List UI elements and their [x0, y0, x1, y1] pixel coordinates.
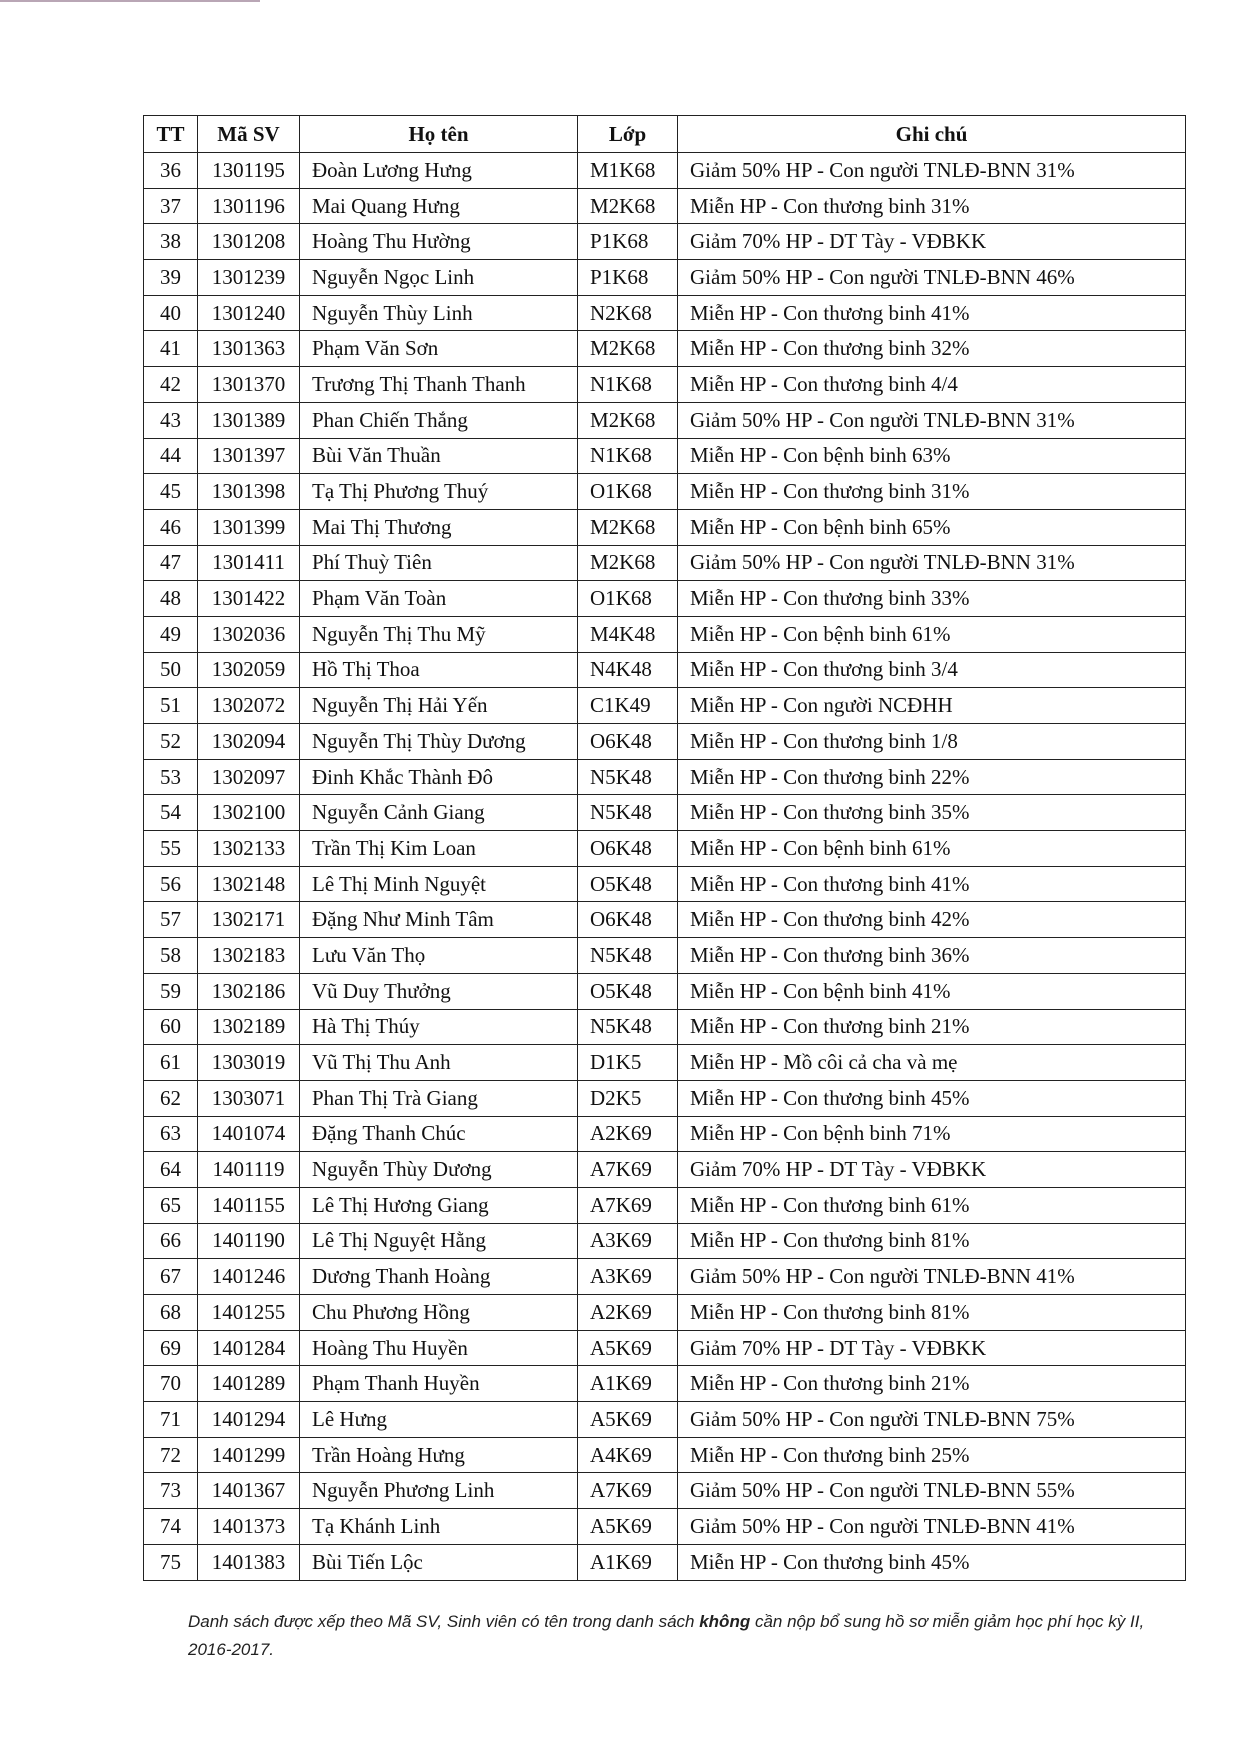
table-row	[144, 1259, 1186, 1295]
cell-ho-ten: Phí Thuỳ Tiên	[300, 545, 578, 581]
cell-ma-sv: 1401383	[198, 1544, 300, 1580]
cell-lop: A1K69	[578, 1366, 678, 1402]
cell-ma-sv: 1401373	[198, 1509, 300, 1545]
cell-ho-ten: Đinh Khắc Thành Đô	[300, 759, 578, 795]
table-row	[144, 1295, 1186, 1331]
cell-ma-sv: 1301389	[198, 402, 300, 438]
cell-ho-ten: Bùi Tiến Lộc	[300, 1544, 578, 1580]
cell-ho-ten: Nguyễn Thùy Dương	[300, 1152, 578, 1188]
cell-tt: 55	[144, 831, 198, 867]
cell-lop: M2K68	[578, 402, 678, 438]
cell-ma-sv: 1401299	[198, 1437, 300, 1473]
cell-tt: 60	[144, 1009, 198, 1045]
cell-tt: 67	[144, 1259, 198, 1295]
cell-lop: A5K69	[578, 1330, 678, 1366]
cell-lop: A7K69	[578, 1187, 678, 1223]
cell-lop: O6K48	[578, 902, 678, 938]
table-row	[144, 1544, 1186, 1580]
cell-tt: 68	[144, 1295, 198, 1331]
cell-ma-sv: 1301411	[198, 545, 300, 581]
cell-ho-ten: Trần Hoàng Hưng	[300, 1437, 578, 1473]
cell-tt: 44	[144, 438, 198, 474]
cell-ma-sv: 1301240	[198, 295, 300, 331]
cell-lop: P1K68	[578, 260, 678, 296]
cell-ho-ten: Lê Hưng	[300, 1402, 578, 1438]
cell-ghi-chu: Miễn HP - Con bệnh binh 65%	[678, 509, 1186, 545]
cell-ghi-chu: Miễn HP - Con thương binh 61%	[678, 1187, 1186, 1223]
cell-ghi-chu: Miễn HP - Con thương binh 33%	[678, 581, 1186, 617]
cell-tt: 59	[144, 973, 198, 1009]
cell-ma-sv: 1303019	[198, 1045, 300, 1081]
cell-ma-sv: 1302148	[198, 866, 300, 902]
cell-tt: 47	[144, 545, 198, 581]
cell-ghi-chu: Giảm 50% HP - Con người TNLĐ-BNN 41%	[678, 1259, 1186, 1295]
cell-ghi-chu: Miễn HP - Con thương binh 81%	[678, 1223, 1186, 1259]
cell-ma-sv: 1302186	[198, 973, 300, 1009]
cell-lop: A5K69	[578, 1509, 678, 1545]
cell-lop: O1K68	[578, 581, 678, 617]
cell-ghi-chu: Miễn HP - Con thương binh 81%	[678, 1295, 1186, 1331]
table-header-row	[144, 116, 1186, 153]
cell-ma-sv: 1302097	[198, 759, 300, 795]
cell-tt: 66	[144, 1223, 198, 1259]
cell-tt: 65	[144, 1187, 198, 1223]
footnote-text-end: cần nộp bổ sung hồ sơ miễn giảm học phí học kỳ II, 2016-2017.	[188, 1612, 1145, 1659]
cell-ho-ten: Đặng Như Minh Tâm	[300, 902, 578, 938]
cell-lop: O5K48	[578, 866, 678, 902]
cell-tt: 43	[144, 402, 198, 438]
table-row	[144, 1437, 1186, 1473]
cell-ma-sv: 1401255	[198, 1295, 300, 1331]
cell-ho-ten: Phan Thị Trà Giang	[300, 1080, 578, 1116]
table-row	[144, 1045, 1186, 1081]
cell-ho-ten: Phạm Thanh Huyền	[300, 1366, 578, 1402]
table-body	[144, 153, 1186, 1581]
cell-ho-ten: Hà Thị Thúy	[300, 1009, 578, 1045]
cell-lop: N2K68	[578, 295, 678, 331]
table-row	[144, 1187, 1186, 1223]
cell-ghi-chu: Giảm 50% HP - Con người TNLĐ-BNN 46%	[678, 260, 1186, 296]
cell-ho-ten: Bùi Văn Thuần	[300, 438, 578, 474]
cell-ghi-chu: Giảm 50% HP - Con người TNLĐ-BNN 31%	[678, 402, 1186, 438]
cell-tt: 54	[144, 795, 198, 831]
scan-edge-mark	[0, 0, 260, 2]
cell-ghi-chu: Miễn HP - Con thương binh 31%	[678, 188, 1186, 224]
cell-tt: 70	[144, 1366, 198, 1402]
cell-ho-ten: Tạ Thị Phương Thuý	[300, 474, 578, 510]
cell-ma-sv: 1301195	[198, 153, 300, 189]
table-row	[144, 795, 1186, 831]
cell-ma-sv: 1401155	[198, 1187, 300, 1223]
cell-tt: 53	[144, 759, 198, 795]
header-ho-ten: Họ tên	[300, 116, 578, 153]
cell-ma-sv: 1302036	[198, 616, 300, 652]
cell-ghi-chu: Miễn HP - Con thương binh 32%	[678, 331, 1186, 367]
cell-tt: 48	[144, 581, 198, 617]
cell-tt: 46	[144, 509, 198, 545]
table-row	[144, 902, 1186, 938]
cell-tt: 69	[144, 1330, 198, 1366]
table-row	[144, 545, 1186, 581]
cell-ma-sv: 1401284	[198, 1330, 300, 1366]
cell-lop: A2K69	[578, 1295, 678, 1331]
cell-ghi-chu: Miễn HP - Con thương binh 41%	[678, 866, 1186, 902]
cell-ma-sv: 1303071	[198, 1080, 300, 1116]
cell-ho-ten: Hồ Thị Thoa	[300, 652, 578, 688]
cell-ma-sv: 1302171	[198, 902, 300, 938]
cell-ma-sv: 1302100	[198, 795, 300, 831]
cell-ghi-chu: Miễn HP - Con bệnh binh 63%	[678, 438, 1186, 474]
cell-ho-ten: Mai Thị Thương	[300, 509, 578, 545]
cell-ho-ten: Chu Phương Hồng	[300, 1295, 578, 1331]
cell-ghi-chu: Miễn HP - Con thương binh 1/8	[678, 724, 1186, 760]
cell-ghi-chu: Miễn HP - Con thương binh 45%	[678, 1544, 1186, 1580]
cell-ghi-chu: Miễn HP - Con thương binh 31%	[678, 474, 1186, 510]
cell-ma-sv: 1301196	[198, 188, 300, 224]
cell-lop: N5K48	[578, 795, 678, 831]
table-row	[144, 831, 1186, 867]
cell-ghi-chu: Giảm 50% HP - Con người TNLĐ-BNN 31%	[678, 545, 1186, 581]
cell-lop: A2K69	[578, 1116, 678, 1152]
cell-lop: O6K48	[578, 831, 678, 867]
cell-ghi-chu: Miễn HP - Con thương binh 41%	[678, 295, 1186, 331]
student-table	[143, 115, 1186, 1581]
cell-ghi-chu: Miễn HP - Con thương binh 45%	[678, 1080, 1186, 1116]
cell-lop: C1K49	[578, 688, 678, 724]
cell-tt: 56	[144, 866, 198, 902]
cell-tt: 63	[144, 1116, 198, 1152]
cell-ghi-chu: Giảm 50% HP - Con người TNLĐ-BNN 31%	[678, 153, 1186, 189]
cell-ho-ten: Lê Thị Minh Nguyệt	[300, 866, 578, 902]
cell-tt: 42	[144, 367, 198, 403]
footnote-bold-word: không	[699, 1612, 751, 1631]
cell-lop: A1K69	[578, 1544, 678, 1580]
cell-ma-sv: 1301208	[198, 224, 300, 260]
cell-ma-sv: 1301239	[198, 260, 300, 296]
cell-lop: A4K69	[578, 1437, 678, 1473]
cell-lop: M1K68	[578, 153, 678, 189]
table-row	[144, 688, 1186, 724]
cell-lop: O6K48	[578, 724, 678, 760]
cell-lop: N5K48	[578, 1009, 678, 1045]
cell-tt: 36	[144, 153, 198, 189]
cell-ma-sv: 1401119	[198, 1152, 300, 1188]
cell-ho-ten: Nguyễn Phương Linh	[300, 1473, 578, 1509]
cell-ghi-chu: Miễn HP - Con thương binh 21%	[678, 1009, 1186, 1045]
cell-tt: 62	[144, 1080, 198, 1116]
table-row	[144, 1473, 1186, 1509]
cell-ghi-chu: Miễn HP - Con người NCĐHH	[678, 688, 1186, 724]
table-row	[144, 438, 1186, 474]
table-row	[144, 224, 1186, 260]
cell-tt: 37	[144, 188, 198, 224]
table-row	[144, 866, 1186, 902]
cell-ho-ten: Phạm Văn Toàn	[300, 581, 578, 617]
cell-ho-ten: Nguyễn Cảnh Giang	[300, 795, 578, 831]
table-row	[144, 759, 1186, 795]
table-row	[144, 973, 1186, 1009]
cell-ho-ten: Nguyễn Thị Thùy Dương	[300, 724, 578, 760]
cell-ma-sv: 1302189	[198, 1009, 300, 1045]
table-row	[144, 260, 1186, 296]
cell-lop: D1K5	[578, 1045, 678, 1081]
cell-tt: 39	[144, 260, 198, 296]
cell-lop: N4K48	[578, 652, 678, 688]
cell-ghi-chu: Miễn HP - Con thương binh 22%	[678, 759, 1186, 795]
cell-ghi-chu: Miễn HP - Con thương binh 3/4	[678, 652, 1186, 688]
cell-tt: 74	[144, 1509, 198, 1545]
cell-ho-ten: Dương Thanh Hoàng	[300, 1259, 578, 1295]
table-row	[144, 1330, 1186, 1366]
cell-tt: 38	[144, 224, 198, 260]
cell-ho-ten: Đặng Thanh Chúc	[300, 1116, 578, 1152]
cell-tt: 52	[144, 724, 198, 760]
cell-ho-ten: Lê Thị Nguyệt Hằng	[300, 1223, 578, 1259]
cell-ma-sv: 1302059	[198, 652, 300, 688]
cell-lop: N1K68	[578, 367, 678, 403]
cell-lop: A7K69	[578, 1152, 678, 1188]
cell-lop: M2K68	[578, 545, 678, 581]
cell-ho-ten: Nguyễn Ngọc Linh	[300, 260, 578, 296]
cell-lop: P1K68	[578, 224, 678, 260]
cell-ghi-chu: Miễn HP - Con thương binh 35%	[678, 795, 1186, 831]
cell-tt: 57	[144, 902, 198, 938]
cell-tt: 72	[144, 1437, 198, 1473]
cell-ghi-chu: Miễn HP - Con thương binh 21%	[678, 1366, 1186, 1402]
cell-ma-sv: 1301363	[198, 331, 300, 367]
cell-ghi-chu: Miễn HP - Con bệnh binh 41%	[678, 973, 1186, 1009]
cell-ma-sv: 1401246	[198, 1259, 300, 1295]
table-row	[144, 1402, 1186, 1438]
cell-tt: 64	[144, 1152, 198, 1188]
table-row	[144, 1509, 1186, 1545]
cell-ho-ten: Trương Thị Thanh Thanh	[300, 367, 578, 403]
table-row	[144, 474, 1186, 510]
cell-ghi-chu: Giảm 50% HP - Con người TNLĐ-BNN 55%	[678, 1473, 1186, 1509]
cell-ghi-chu: Miễn HP - Mồ côi cả cha và mẹ	[678, 1045, 1186, 1081]
cell-lop: A3K69	[578, 1223, 678, 1259]
cell-lop: O1K68	[578, 474, 678, 510]
cell-lop: D2K5	[578, 1080, 678, 1116]
cell-lop: A3K69	[578, 1259, 678, 1295]
cell-lop: M2K68	[578, 188, 678, 224]
cell-ho-ten: Trần Thị Kim Loan	[300, 831, 578, 867]
header-ma-sv: Mã SV	[198, 116, 300, 153]
cell-ghi-chu: Miễn HP - Con bệnh binh 61%	[678, 616, 1186, 652]
cell-ho-ten: Vũ Duy Thưởng	[300, 973, 578, 1009]
cell-ho-ten: Đoàn Lương Hưng	[300, 153, 578, 189]
table-row	[144, 581, 1186, 617]
table-row	[144, 616, 1186, 652]
cell-ma-sv: 1302094	[198, 724, 300, 760]
table-row	[144, 509, 1186, 545]
cell-ma-sv: 1301398	[198, 474, 300, 510]
cell-ghi-chu: Miễn HP - Con bệnh binh 61%	[678, 831, 1186, 867]
cell-ghi-chu: Giảm 70% HP - DT Tày - VĐBKK	[678, 1330, 1186, 1366]
cell-ma-sv: 1301397	[198, 438, 300, 474]
table-row	[144, 188, 1186, 224]
cell-lop: A7K69	[578, 1473, 678, 1509]
table-row	[144, 938, 1186, 974]
table-row	[144, 295, 1186, 331]
cell-lop: M2K68	[578, 331, 678, 367]
table-row	[144, 331, 1186, 367]
cell-ho-ten: Vũ Thị Thu Anh	[300, 1045, 578, 1081]
cell-ho-ten: Tạ Khánh Linh	[300, 1509, 578, 1545]
cell-ho-ten: Mai Quang Hưng	[300, 188, 578, 224]
cell-tt: 73	[144, 1473, 198, 1509]
cell-ghi-chu: Giảm 50% HP - Con người TNLĐ-BNN 41%	[678, 1509, 1186, 1545]
cell-tt: 75	[144, 1544, 198, 1580]
cell-ma-sv: 1301422	[198, 581, 300, 617]
cell-lop: N5K48	[578, 938, 678, 974]
cell-ghi-chu: Miễn HP - Con bệnh binh 71%	[678, 1116, 1186, 1152]
cell-tt: 51	[144, 688, 198, 724]
table-row	[144, 1009, 1186, 1045]
table-row	[144, 652, 1186, 688]
cell-lop: M2K68	[578, 509, 678, 545]
cell-ho-ten: Lưu Văn Thọ	[300, 938, 578, 974]
header-ghi-chu: Ghi chú	[678, 116, 1186, 153]
cell-ghi-chu: Miễn HP - Con thương binh 42%	[678, 902, 1186, 938]
cell-lop: O5K48	[578, 973, 678, 1009]
cell-lop: N1K68	[578, 438, 678, 474]
table-row	[144, 153, 1186, 189]
cell-ghi-chu: Miễn HP - Con thương binh 4/4	[678, 367, 1186, 403]
cell-tt: 40	[144, 295, 198, 331]
cell-ma-sv: 1301399	[198, 509, 300, 545]
header-tt: TT	[144, 116, 198, 153]
cell-ho-ten: Nguyễn Thùy Linh	[300, 295, 578, 331]
cell-tt: 50	[144, 652, 198, 688]
table-row	[144, 1116, 1186, 1152]
table-row	[144, 402, 1186, 438]
cell-tt: 61	[144, 1045, 198, 1081]
cell-ho-ten: Nguyễn Thị Thu Mỹ	[300, 616, 578, 652]
cell-ma-sv: 1401074	[198, 1116, 300, 1152]
cell-ma-sv: 1401190	[198, 1223, 300, 1259]
cell-lop: M4K48	[578, 616, 678, 652]
cell-lop: A5K69	[578, 1402, 678, 1438]
cell-ma-sv: 1401289	[198, 1366, 300, 1402]
cell-lop: N5K48	[578, 759, 678, 795]
cell-tt: 41	[144, 331, 198, 367]
cell-ghi-chu: Miễn HP - Con thương binh 25%	[678, 1437, 1186, 1473]
cell-ho-ten: Nguyễn Thị Hải Yến	[300, 688, 578, 724]
footnote-text-start: Danh sách được xếp theo Mã SV, Sinh viên có tên trong danh sách	[188, 1612, 700, 1631]
cell-ma-sv: 1401294	[198, 1402, 300, 1438]
cell-ghi-chu: Miễn HP - Con thương binh 36%	[678, 938, 1186, 974]
cell-ghi-chu: Giảm 50% HP - Con người TNLĐ-BNN 75%	[678, 1402, 1186, 1438]
cell-ho-ten: Hoàng Thu Huyền	[300, 1330, 578, 1366]
footnote	[188, 1608, 1148, 1664]
cell-tt: 71	[144, 1402, 198, 1438]
cell-tt: 45	[144, 474, 198, 510]
cell-ma-sv: 1302183	[198, 938, 300, 974]
cell-ma-sv: 1302072	[198, 688, 300, 724]
cell-ho-ten: Phạm Văn Sơn	[300, 331, 578, 367]
cell-ho-ten: Hoàng Thu Hường	[300, 224, 578, 260]
cell-ma-sv: 1302133	[198, 831, 300, 867]
table-row	[144, 724, 1186, 760]
cell-tt: 49	[144, 616, 198, 652]
cell-ho-ten: Lê Thị Hương Giang	[300, 1187, 578, 1223]
student-table-wrapper	[143, 115, 1185, 1581]
cell-tt: 58	[144, 938, 198, 974]
table-row	[144, 1223, 1186, 1259]
table-row	[144, 1366, 1186, 1402]
table-row	[144, 367, 1186, 403]
cell-ho-ten: Phan Chiến Thắng	[300, 402, 578, 438]
cell-ghi-chu: Giảm 70% HP - DT Tày - VĐBKK	[678, 1152, 1186, 1188]
cell-ma-sv: 1301370	[198, 367, 300, 403]
cell-ghi-chu: Giảm 70% HP - DT Tày - VĐBKK	[678, 224, 1186, 260]
header-lop: Lớp	[578, 116, 678, 153]
cell-ma-sv: 1401367	[198, 1473, 300, 1509]
table-row	[144, 1152, 1186, 1188]
table-row	[144, 1080, 1186, 1116]
